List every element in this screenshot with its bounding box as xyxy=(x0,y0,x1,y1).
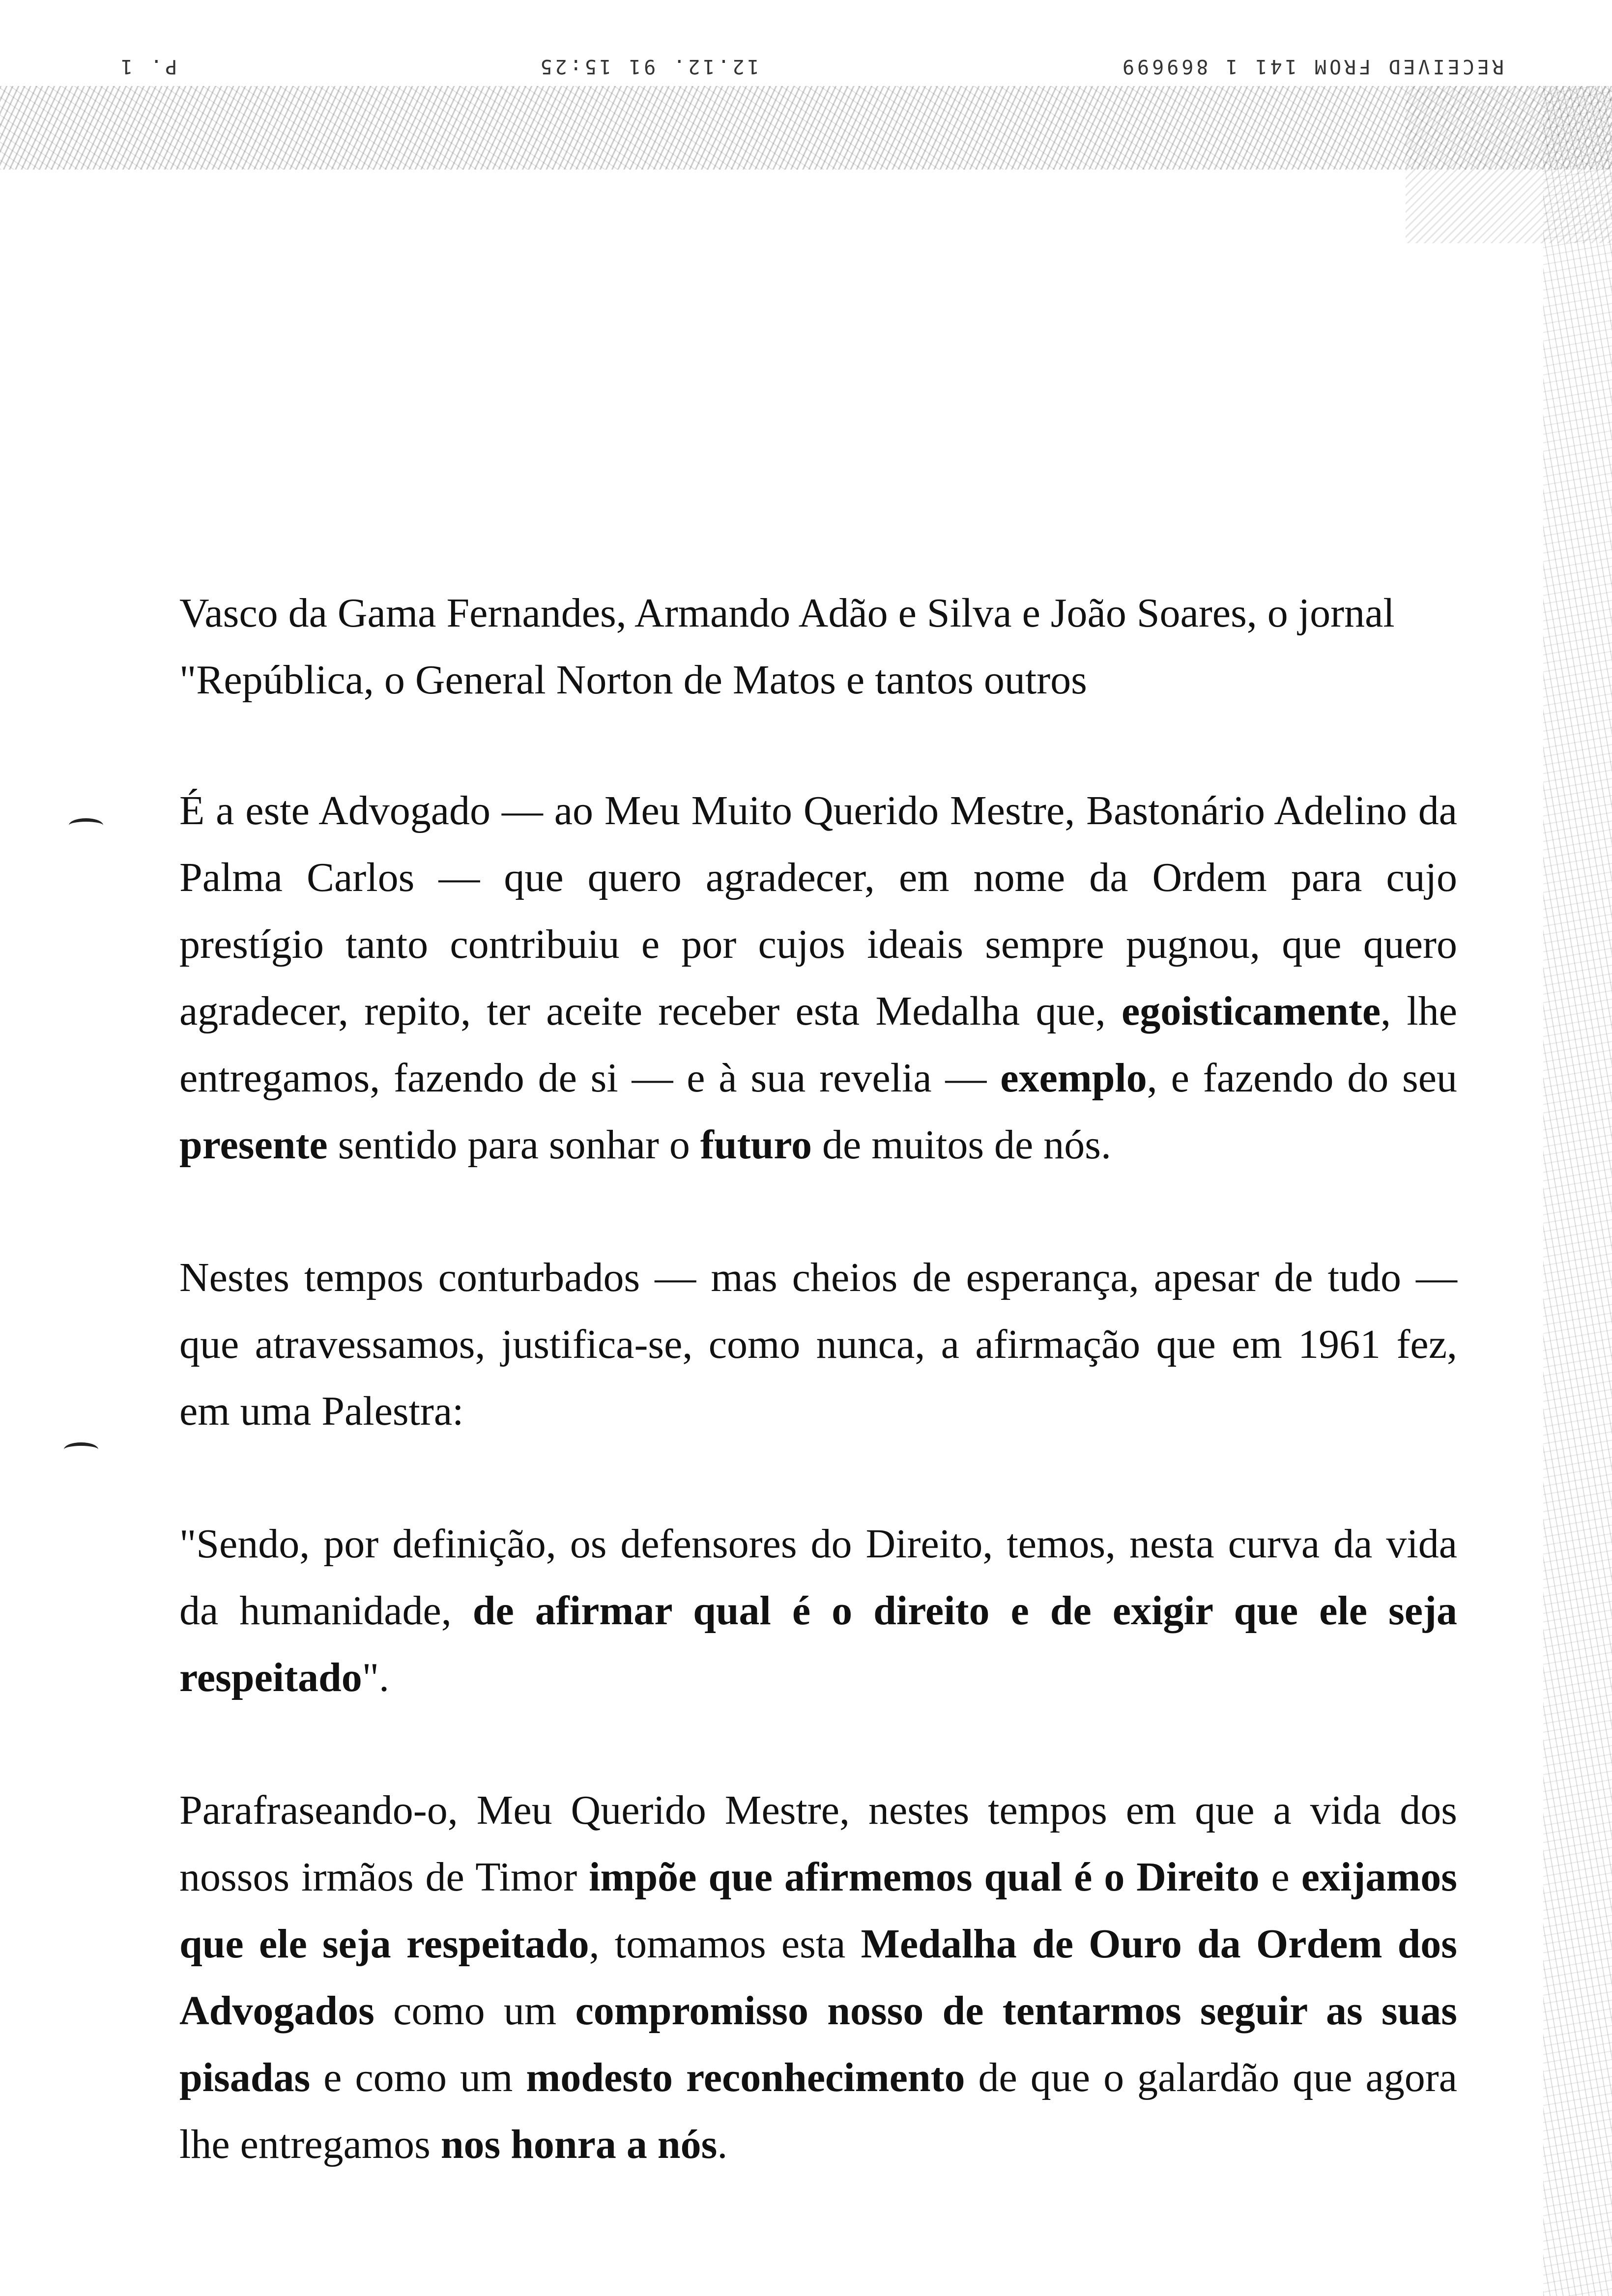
body-text: sentido para sonhar o xyxy=(327,1122,700,1168)
emphasis-text: exemplo xyxy=(1000,1055,1147,1101)
body-text: e xyxy=(1259,1854,1301,1900)
emphasis-text: exijamos que ele seja respeitado xyxy=(179,1854,1457,1967)
emphasis-text: presente xyxy=(179,1122,328,1168)
body-text: de muitos de nós. xyxy=(812,1122,1111,1168)
fax-transmission-header xyxy=(118,55,1504,78)
margin-mark-2 xyxy=(64,1442,98,1457)
body-text: "Sendo, por definição, os defensores do Direito, temos, nesta curva da vida da humanidade, xyxy=(179,1521,1457,1634)
paragraph-1 xyxy=(179,580,1457,714)
emphasis-text: de afirmar qual é o direito e de exigir que ele seja respeitado xyxy=(179,1588,1457,1700)
paragraph-5 xyxy=(179,1777,1457,2178)
body-text: . xyxy=(717,2122,728,2167)
margin-mark-1 xyxy=(69,818,103,832)
body-text: , tomamos esta xyxy=(589,1921,861,1967)
body-text: Nestes tempos conturbados — mas cheios de esperança, apesar de tudo — que atravessamos, justifica-se, como nunca, a afirmação que em 1961 fez, em uma Palestra: xyxy=(179,1255,1457,1434)
paragraph-4 xyxy=(179,1511,1457,1711)
emphasis-text: impõe que afirmemos qual é o Direito xyxy=(589,1854,1260,1900)
paragraph-2 xyxy=(179,777,1457,1178)
emphasis-text: Medalha de Ouro da Ordem dos Advogados xyxy=(179,1921,1457,2034)
body-text: , e fazendo do seu xyxy=(1147,1055,1458,1101)
fax-header-page: P. 1 xyxy=(118,55,177,78)
body-text: É a este Advogado — ao Meu Muito Querido Mestre, Bastonário Adelino da Palma Carlos — que quero agradecer, em nome da Ordem para cujo prestígio tanto contribuiu e por cujos ideais sempre pugnou, que quero agradecer, repito, ter aceite receber esta Medalha que, xyxy=(179,788,1457,1034)
body-text: e como um xyxy=(310,2055,526,2100)
fax-noise-band xyxy=(0,86,1612,170)
emphasis-text: egoisticamente xyxy=(1122,988,1381,1034)
emphasis-text: nos honra a nós xyxy=(440,2122,718,2167)
body-text: Vasco da Gama Fernandes, Armando Adão e Silva e João Soares, o jornal "República, o General Norton de Matos e tantos outros xyxy=(179,590,1395,703)
emphasis-text: futuro xyxy=(700,1122,812,1168)
fax-header-datetime: 12.12. 91 15:25 xyxy=(537,55,759,78)
fax-noise-corner xyxy=(1406,86,1612,243)
paragraph-3 xyxy=(179,1244,1457,1445)
fax-header-sender: RECEIVED FROM 141 1 869699 xyxy=(1119,55,1504,78)
body-text: de que o galardão que agora lhe entregamos xyxy=(179,2055,1457,2167)
emphasis-text: compromisso nosso de tentarmos seguir as suas pisadas xyxy=(179,1988,1457,2100)
body-text: Parafraseando-o, Meu Querido Mestre, nestes tempos em que a vida dos nossos irmãos de Timor xyxy=(179,1787,1457,1900)
fax-noise-right-edge xyxy=(1543,86,1612,2296)
body-text: ". xyxy=(362,1655,390,1700)
body-text: como um xyxy=(374,1988,576,2034)
body-text: , lhe entregamos, fazendo de si — e à sua revelia — xyxy=(179,988,1457,1101)
document-body xyxy=(179,580,1457,2244)
emphasis-text: modesto reconhecimento xyxy=(526,2055,965,2100)
